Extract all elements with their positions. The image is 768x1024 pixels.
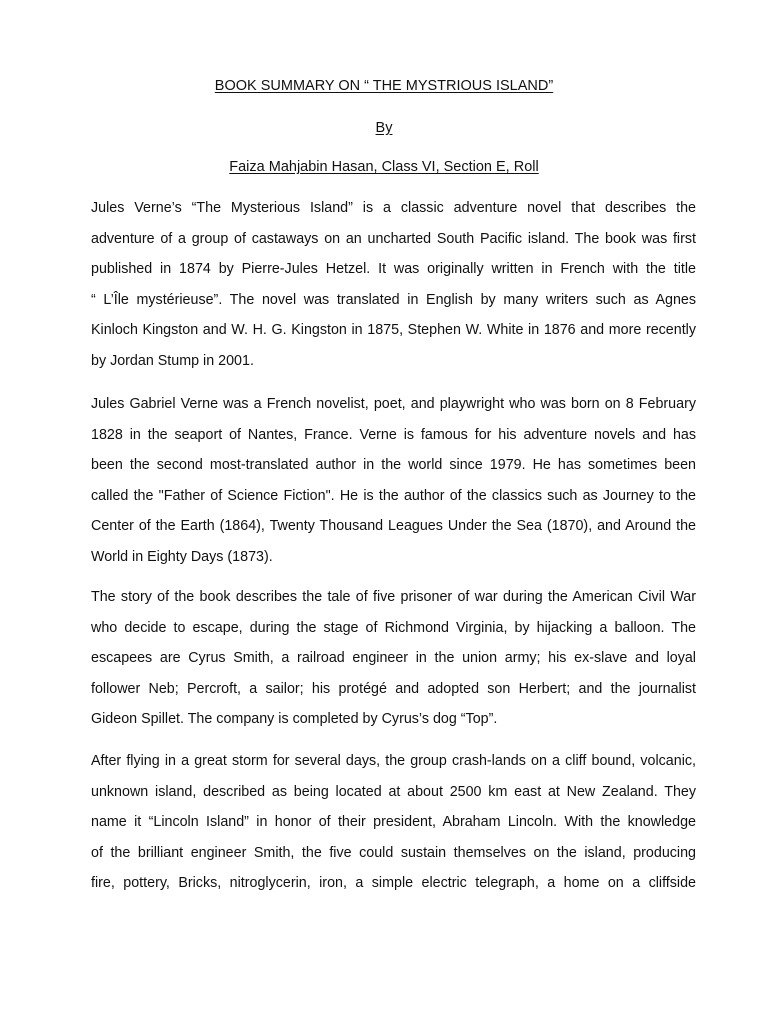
text-line: Jules Gabriel Verne was a French novelist, poet, and playwright who was born on 8 February bbox=[91, 396, 696, 412]
paragraph-island bbox=[91, 746, 696, 899]
text-line: published in 1874 by Pierre-Jules Hetzel. It was originally written in French with the title bbox=[91, 261, 696, 278]
text-line: name it “Lincoln Island” in honor of their president, Abraham Lincoln. With the knowledge bbox=[91, 814, 696, 831]
text-line: called the "Father of Science Fiction". He is the author of the classics such as Journey to the bbox=[91, 487, 696, 504]
text-line: been the second most-translated author in the world since 1979. He has sometimes been bbox=[91, 457, 696, 474]
text-line: unknown island, described as being located at about 2500 km east at New Zealand. They bbox=[91, 783, 696, 800]
paragraph-introduction bbox=[91, 193, 696, 377]
document-title: BOOK SUMMARY ON “ THE MYSTRIOUS ISLAND” bbox=[214, 78, 554, 94]
text-line: by Jordan Stump in 2001. bbox=[91, 352, 254, 369]
text-line: Gideon Spillet. The company is completed by Cyrus’s dog “Top”. bbox=[91, 711, 498, 728]
paragraph-author-bio bbox=[91, 389, 696, 573]
text-line: World in Eighty Days (1873). bbox=[91, 548, 273, 565]
text-line: escapees are Cyrus Smith, a railroad engineer in the union army; his ex-slave and loyal bbox=[91, 650, 696, 667]
text-line: who decide to escape, during the stage of Richmond Virginia, by hijacking a balloon. The bbox=[91, 619, 696, 636]
text-line: The story of the book describes the tale of five prisoner of war during the American Civil War bbox=[91, 589, 696, 605]
text-line: “ L’Île mystérieuse”. The novel was translated in English by many writers such as Agnes bbox=[91, 291, 696, 308]
text-line: Kinloch Kingston and W. H. G. Kingston in 1875, Stephen W. White in 1876 and more recently bbox=[91, 322, 696, 339]
byline-label: By bbox=[375, 120, 393, 136]
text-line: After flying in a great storm for several days, the group crash-lands on a cliff bound, volcanic, bbox=[91, 753, 696, 769]
author-line: Faiza Mahjabin Hasan, Class VI, Section E, Roll bbox=[229, 159, 539, 175]
text-line: Center of the Earth (1864), Twenty Thousand Leagues Under the Sea (1870), and Around the bbox=[91, 518, 696, 535]
paragraph-story bbox=[91, 582, 696, 735]
text-line: Jules Verne’s “The Mysterious Island” is a classic adventure novel that describes the bbox=[91, 200, 696, 216]
text-line: of the brilliant engineer Smith, the five could sustain themselves on the island, producing bbox=[91, 844, 696, 861]
text-line: follower Neb; Percroft, a sailor; his protégé and adopted son Herbert; and the journalist bbox=[91, 680, 696, 697]
text-line: fire, pottery, Bricks, nitroglycerin, iron, a simple electric telegraph, a home on a cliffside bbox=[91, 875, 696, 892]
text-line: 1828 in the seaport of Nantes, France. Verne is famous for his adventure novels and has bbox=[91, 426, 696, 443]
text-line: adventure of a group of castaways on an uncharted South Pacific island. The book was first bbox=[91, 230, 696, 247]
